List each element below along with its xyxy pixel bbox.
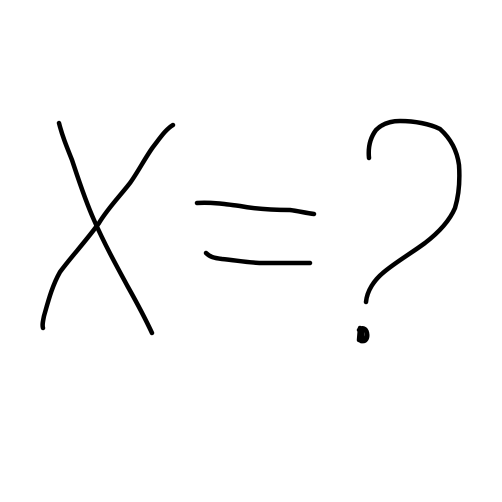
equals-glyph (197, 203, 314, 263)
x-stroke-ascending (43, 125, 173, 328)
equals-top-line (197, 203, 314, 214)
question-mark-dot (359, 328, 367, 341)
equals-bottom-line (206, 253, 310, 263)
x-glyph (43, 123, 173, 333)
question-mark-curve (366, 121, 459, 302)
x-stroke-descending (59, 123, 152, 333)
question-mark-glyph (359, 121, 459, 341)
